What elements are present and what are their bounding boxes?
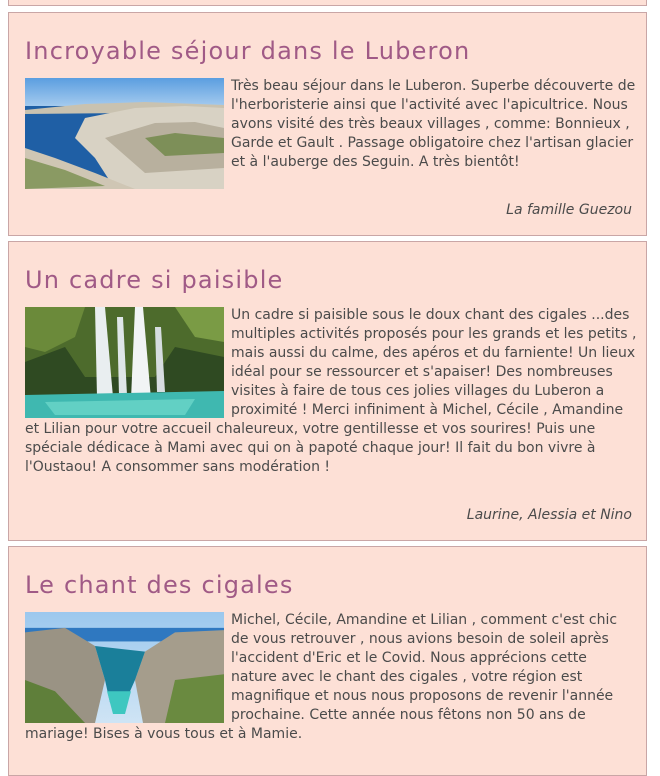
previous-testimonial-card (8, 0, 647, 6)
testimonial-text: Michel, Cécile, Amandine et Lilian , comment c'est chic de vous retrouver , nous avions besoin de soleil après l'accident d'Eric et le Covid. Nous apprécions cette nature avec le chant des cigales , votre région est magnifique et nous nous proposons de revenir l'année prochaine. Cette année nous fêtons non 50 ans de mariage! Bises à vous tous et à Mamie. (25, 612, 618, 742)
testimonial-card (8, 241, 647, 541)
testimonial-text: Très beau séjour dans le Luberon. Superbe découverte de l'herboristerie ainsi que l'activité avec l'apicultrice. Nous avons visité des très beaux villages , comme: Bonnieux , Garde et Gault . Passage obligatoire chez l'artisan glacier et à l'auberge des Seguin. A très bientôt! (231, 78, 636, 170)
testimonial-title: Un cadre si paisible (25, 266, 284, 294)
testimonial-signature: Laurine, Alessia et Nino (466, 507, 632, 523)
testimonial-title: Incroyable séjour dans le Luberon (25, 37, 471, 65)
testimonial-title: Le chant des cigales (25, 571, 294, 599)
testimonial-signature: La famille Guezou (506, 202, 632, 218)
testimonial-text: Un cadre si paisible sous le doux chant des cigales ...des multiples activités proposés pour les grands et les petits , mais aussi du calme, des apéros et du farniente! Un lieux idéal pour se ressourcer et s'apaiser! Des nombreuses visites à faire de tous ces jolies villages du Luberon a proximité ! Merci infiniment à Michel, Cécile , Amandine et Lilian pour votre accueil chaleureux, votre gentillesse et vos sourires! Puis une spéciale dédicace à Mami avec qui on à papoté chaque jour! Il fait du bon vivre à l'Oustaou! A consommer sans modération ! (25, 307, 637, 475)
testimonial-card (8, 546, 647, 776)
testimonial-card (8, 12, 647, 236)
